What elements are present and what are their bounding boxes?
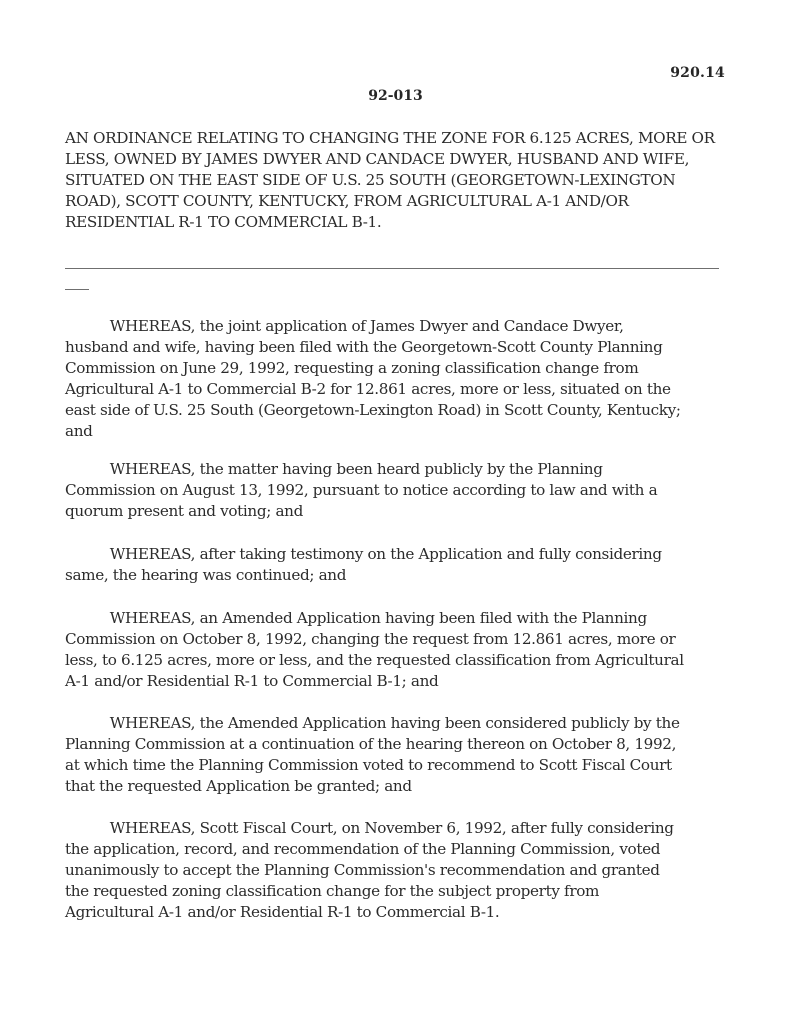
short-divider [65, 289, 89, 290]
ordinance-title: AN ORDINANCE RELATING TO CHANGING THE ZONE FOR 6.125 ACRES, MORE OR LESS, OWNED BY JAMES DWYER AND CANDACE DWYER, HUSBAND AND WIFE, SITUATED ON THE EAST SIDE OF U.S. 25 SOUTH (GEORGETOWN-LEXINGTON ROAD), SCOTT COUNTY, KENTUCKY, FROM AGRICULTURAL A-1 AND/OR RESIDENTIAL R-1 TO COMMERCIAL B-1. [65, 129, 715, 231]
whereas-paragraph-6: WHEREAS, Scott Fiscal Court, on November 6, 1992, after fully considering the application, record, and recommendation of the Planning Commission, voted unanimously to accept the Planning Commission's recommendation and granted the requested zoning classification change for the subject property from Agricultural A-1 and/or Residential R-1 to Commercial B-1. [65, 819, 674, 921]
whereas-paragraph-1: WHEREAS, the joint application of James Dwyer and Candace Dwyer, husband and wife, having been filed with the Georgetown-Scott County Planning Commission on June 29, 1992, requesting a zoning classification change from Agricultural A-1 to Commercial B-2 for 12.861 acres, more or less, situated on the east side of U.S. 25 South (Georgetown-Lexington Road) in Scott County, Kentucky; and [65, 317, 681, 440]
whereas-paragraph-4: WHEREAS, an Amended Application having been filed with the Planning Commission on October 8, 1992, changing the request from 12.861 acres, more or less, to 6.125 acres, more or less, and the requested classification from Agricultural A-1 and/or Residential R-1 to Commercial B-1; and [65, 609, 684, 690]
title-divider [65, 268, 719, 269]
section-number: 920.14 [670, 65, 725, 81]
ordinance-number: 92-013 [368, 88, 423, 104]
whereas-paragraph-3: WHEREAS, after taking testimony on the Application and fully considering same, the hearing was continued; and [65, 545, 662, 584]
whereas-paragraph-5: WHEREAS, the Amended Application having been considered publicly by the Planning Commission at a continuation of the hearing thereon on October 8, 1992, at which time the Planning Commission voted to recommend to Scott Fiscal Court that the requested Application be granted; and [65, 714, 680, 795]
whereas-paragraph-2: WHEREAS, the matter having been heard publicly by the Planning Commission on August 13, 1992, pursuant to notice according to law and with a quorum present and voting; and [65, 460, 658, 520]
